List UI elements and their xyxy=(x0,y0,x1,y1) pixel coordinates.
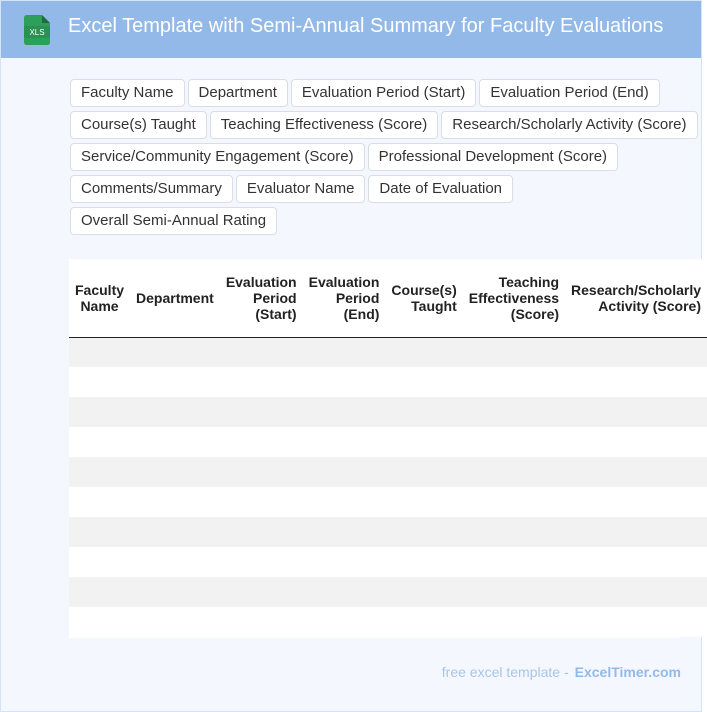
table-cell[interactable] xyxy=(130,577,220,607)
table-cell[interactable] xyxy=(220,367,303,397)
field-chip[interactable]: Research/Scholarly Activity (Score) xyxy=(441,111,697,139)
table-cell[interactable] xyxy=(385,427,462,457)
table-cell[interactable] xyxy=(69,337,130,367)
table-cell[interactable] xyxy=(220,487,303,517)
table-cell[interactable] xyxy=(303,367,386,397)
field-chip[interactable]: Date of Evaluation xyxy=(368,175,513,203)
table-cell[interactable] xyxy=(303,607,386,637)
table-cell[interactable] xyxy=(69,547,130,577)
table-cell[interactable] xyxy=(69,397,130,427)
table-cell[interactable] xyxy=(565,457,707,487)
table-cell[interactable] xyxy=(69,487,130,517)
table-cell[interactable] xyxy=(220,337,303,367)
table-cell[interactable] xyxy=(385,367,462,397)
table-cell[interactable] xyxy=(303,487,386,517)
column-header[interactable]: Evaluation Period (End) xyxy=(303,259,386,337)
table-cell[interactable] xyxy=(385,337,462,367)
column-header[interactable]: Faculty Name xyxy=(69,259,130,337)
table-cell[interactable] xyxy=(69,607,130,637)
table-cell[interactable] xyxy=(303,517,386,547)
table-cell[interactable] xyxy=(565,607,707,637)
table-cell[interactable] xyxy=(220,517,303,547)
table-cell[interactable] xyxy=(303,547,386,577)
table-cell[interactable] xyxy=(463,607,565,637)
table-cell[interactable] xyxy=(385,457,462,487)
table-cell[interactable] xyxy=(69,367,130,397)
table-cell[interactable] xyxy=(303,457,386,487)
table-header-row xyxy=(69,259,707,337)
table-cell[interactable] xyxy=(69,427,130,457)
page-title: Excel Template with Semi-Annual Summary for Faculty Evaluations xyxy=(68,15,664,37)
table-cell[interactable] xyxy=(565,427,707,457)
table-row xyxy=(69,457,707,487)
table-cell[interactable] xyxy=(385,577,462,607)
table-row xyxy=(69,487,707,517)
table-cell[interactable] xyxy=(69,457,130,487)
column-header[interactable]: Research/Scholarly Activity (Score) xyxy=(565,259,707,337)
table-cell[interactable] xyxy=(463,427,565,457)
column-header[interactable]: Teaching Effectiveness (Score) xyxy=(463,259,565,337)
field-chip[interactable]: Department xyxy=(188,79,288,107)
table-cell[interactable] xyxy=(565,547,707,577)
table-row xyxy=(69,427,707,457)
table-cell[interactable] xyxy=(565,337,707,367)
field-chip[interactable]: Overall Semi-Annual Rating xyxy=(70,207,277,235)
field-chip[interactable]: Evaluation Period (Start) xyxy=(291,79,476,107)
field-chip[interactable]: Teaching Effectiveness (Score) xyxy=(210,111,439,139)
xls-file-icon xyxy=(24,15,50,45)
table-row xyxy=(69,337,707,367)
table-cell[interactable] xyxy=(463,397,565,427)
table-cell[interactable] xyxy=(130,547,220,577)
field-chip[interactable]: Faculty Name xyxy=(70,79,185,107)
table-cell[interactable] xyxy=(130,487,220,517)
field-chip[interactable]: Comments/Summary xyxy=(70,175,233,203)
table-cell[interactable] xyxy=(130,427,220,457)
table-cell[interactable] xyxy=(565,367,707,397)
table-cell[interactable] xyxy=(463,457,565,487)
footer-brand-link[interactable]: ExcelTimer.com xyxy=(574,664,681,680)
table-cell[interactable] xyxy=(130,397,220,427)
table-cell[interactable] xyxy=(220,457,303,487)
table-row xyxy=(69,367,707,397)
field-chip[interactable]: Course(s) Taught xyxy=(70,111,207,139)
table-cell[interactable] xyxy=(463,337,565,367)
field-chip[interactable]: Evaluator Name xyxy=(236,175,366,203)
table-row xyxy=(69,607,707,637)
table-cell[interactable] xyxy=(220,577,303,607)
table-cell[interactable] xyxy=(565,397,707,427)
table-row xyxy=(69,547,707,577)
table-cell[interactable] xyxy=(463,517,565,547)
table-cell[interactable] xyxy=(463,577,565,607)
table-cell[interactable] xyxy=(463,547,565,577)
data-table-container[interactable] xyxy=(69,259,701,638)
column-header[interactable]: Department xyxy=(130,259,220,337)
table-cell[interactable] xyxy=(130,337,220,367)
table-cell[interactable] xyxy=(463,487,565,517)
table-row xyxy=(69,577,707,607)
table-cell[interactable] xyxy=(385,397,462,427)
table-cell[interactable] xyxy=(130,457,220,487)
table-cell[interactable] xyxy=(303,337,386,367)
footer-credit xyxy=(442,664,681,680)
table-row xyxy=(69,517,707,547)
table-cell[interactable] xyxy=(565,577,707,607)
table-cell[interactable] xyxy=(565,487,707,517)
field-chip-list xyxy=(70,79,700,235)
table-cell[interactable] xyxy=(130,517,220,547)
table-cell[interactable] xyxy=(303,577,386,607)
svg-text:XLS: XLS xyxy=(29,28,45,37)
table-row xyxy=(69,397,707,427)
table-cell[interactable] xyxy=(220,547,303,577)
table-cell[interactable] xyxy=(220,607,303,637)
table-cell[interactable] xyxy=(463,367,565,397)
table-cell[interactable] xyxy=(565,517,707,547)
table-cell[interactable] xyxy=(130,607,220,637)
field-chip[interactable]: Professional Development (Score) xyxy=(368,143,618,171)
table-cell[interactable] xyxy=(385,517,462,547)
table-cell[interactable] xyxy=(130,367,220,397)
table-cell[interactable] xyxy=(385,607,462,637)
data-table xyxy=(69,259,707,637)
table-cell[interactable] xyxy=(303,427,386,457)
table-cell[interactable] xyxy=(220,427,303,457)
header-bar xyxy=(1,1,701,58)
table-cell[interactable] xyxy=(220,397,303,427)
footer-text: free excel template - xyxy=(441,664,569,680)
field-chip[interactable]: Evaluation Period (End) xyxy=(479,79,659,107)
column-header[interactable]: Evaluation Period (Start) xyxy=(220,259,303,337)
table-cell[interactable] xyxy=(69,577,130,607)
table-cell[interactable] xyxy=(69,517,130,547)
field-chip[interactable]: Service/Community Engagement (Score) xyxy=(70,143,365,171)
table-cell[interactable] xyxy=(385,487,462,517)
table-cell[interactable] xyxy=(385,547,462,577)
column-header[interactable]: Course(s) Taught xyxy=(385,259,462,337)
table-cell[interactable] xyxy=(303,397,386,427)
